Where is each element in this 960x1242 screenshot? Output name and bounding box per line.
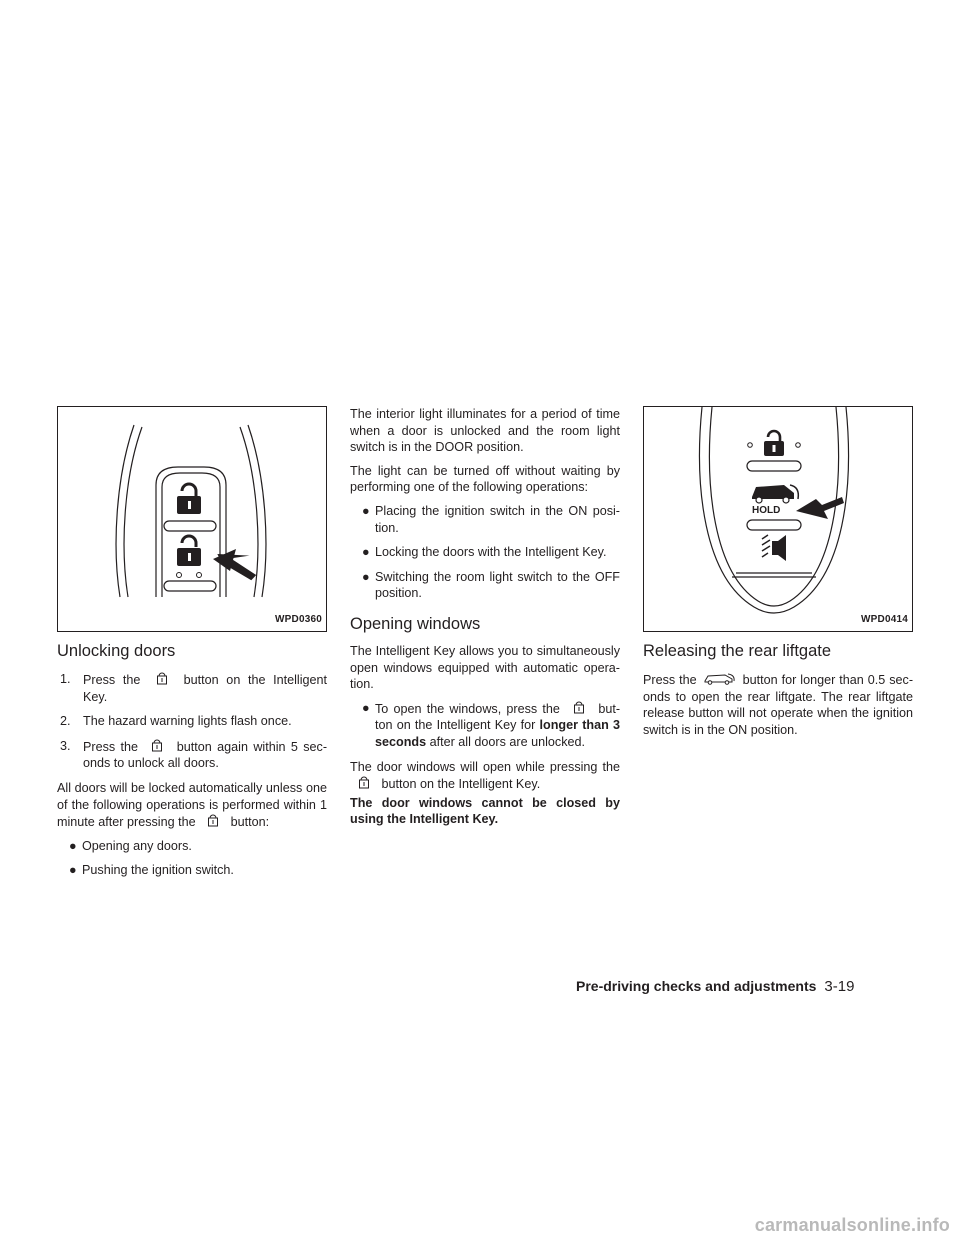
list-item: ● Placing the ignition switch in the ON posi- tion. (362, 503, 620, 535)
arrow-icon (796, 497, 844, 519)
column-1 (57, 406, 327, 887)
key-fob-illustration (58, 407, 326, 631)
section-heading-releasing-liftgate: Releasing the rear liftgate (643, 642, 832, 660)
page-footer (576, 978, 854, 995)
list-item: ● Locking the doors with the Intelligent Key. (362, 545, 607, 560)
section-heading-unlocking-doors: Unlocking doors (57, 642, 176, 660)
step-3: 3. Press the button again within 5 sec- onds to unlock all doors. (60, 738, 328, 771)
list-item: ● Switching the room light switch to the OFF position. (362, 569, 620, 601)
section-heading-opening-windows: Opening windows (350, 614, 481, 633)
interior-light-paragraph: The interior light illuminates for a period of time when a door is unlocked and the room light switch is in the DOOR position. (350, 407, 620, 455)
intelligent-key-unlock-figure (57, 406, 327, 632)
unlock-button-icon (143, 738, 171, 752)
panic-icon (762, 535, 786, 561)
step-1: 1. Press the button on the Intelligent Key. (60, 672, 328, 704)
intelligent-key-liftgate-figure (643, 406, 913, 632)
windows-paragraph: The Intelligent Key allows you to simultaneously open windows equipped with automatic opera- tion. (350, 643, 620, 692)
auto-lock-paragraph: All doors will be locked automatically unless one of the following operations is performed within 1 minute after pressing the button: (57, 780, 327, 830)
list-item: ● Opening any doors. (69, 838, 192, 853)
figure-label: WPD0360 (275, 614, 322, 626)
unlock-button-icon (148, 671, 176, 685)
key-fob-liftgate-illustration (644, 407, 912, 631)
liftgate-icon (752, 485, 798, 503)
watermark: carmanualsonline.info (754, 1215, 950, 1235)
unlock-button-icon (565, 700, 593, 714)
list-item: ● To open the windows, press the but- ton on the Intelligent Key for longer than 3 seconds after all doors are unlocked. (362, 700, 621, 749)
lock-icon (764, 431, 784, 456)
arrow-icon (214, 550, 260, 581)
unlock-icon (177, 536, 201, 566)
liftgate-paragraph: Press the button for longer than 0.5 sec- onds to open the rear liftgate. The rear liftgate release button will not operate when the ignition switch is in the ON position. (643, 673, 914, 737)
windows-open-paragraph: The door windows will open while pressing the button on the Intelligent Key. (350, 759, 620, 792)
step-2: 2. The hazard warning lights flash once. (60, 714, 292, 729)
column-2 (350, 406, 620, 835)
hold-label: HOLD (752, 505, 781, 516)
lock-icon (177, 484, 201, 514)
liftgate-button-icon (701, 671, 739, 685)
figure-label: WPD0414 (861, 614, 908, 626)
turn-off-paragraph: The light can be turned off without waiting by performing one of the following operations: (350, 463, 620, 495)
page-number: 3-19 (824, 978, 855, 995)
windows-warning: The door windows cannot be closed by using the Intelligent Key. (350, 795, 620, 827)
unlock-button-icon (199, 813, 227, 827)
unlock-button-icon (350, 775, 378, 789)
column-3 (643, 406, 913, 745)
section-title: Pre-driving checks and adjustments (576, 978, 817, 994)
list-item: ● Pushing the ignition switch. (69, 863, 234, 878)
